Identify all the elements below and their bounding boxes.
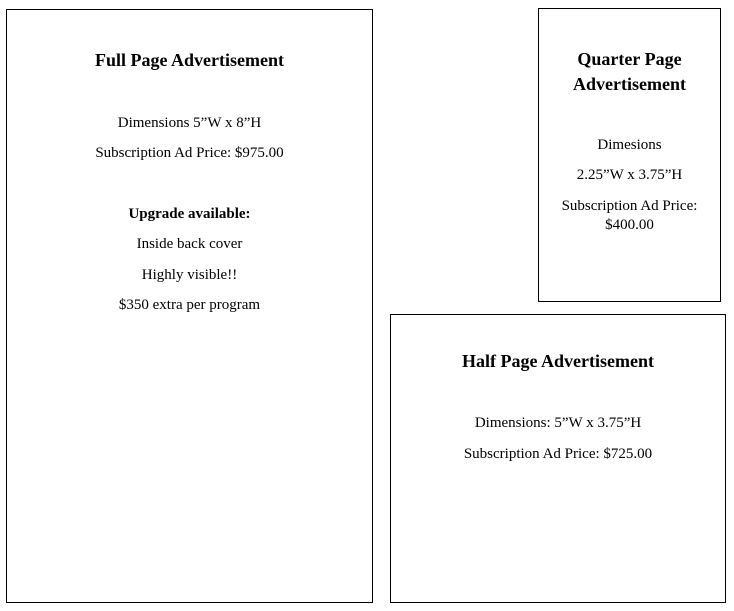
half-page-ad-price: Subscription Ad Price: $725.00	[463, 446, 653, 462]
full-page-ad-upgrade-heading: Upgrade available:	[128, 206, 251, 222]
full-page-ad-dimensions: Dimensions 5”W x 8”H	[117, 115, 262, 131]
half-page-ad-box	[390, 314, 726, 603]
quarter-page-ad-title: Quarter Page Advertisement	[573, 49, 686, 94]
full-page-ad-title: Full Page Advertisement	[95, 50, 284, 70]
half-page-ad-dimensions: Dimensions: 5”W x 3.75”H	[474, 415, 642, 431]
quarter-page-ad-price: Subscription Ad Price: $400.00	[561, 198, 698, 233]
quarter-page-ad-box	[538, 8, 721, 302]
full-page-ad-upgrade-price: $350 extra per program	[118, 297, 261, 313]
full-page-ad-price: Subscription Ad Price: $975.00	[95, 145, 284, 161]
full-page-ad-upgrade-location: Inside back cover	[136, 236, 243, 252]
quarter-page-ad-dimensions-value: 2.25”W x 3.75”H	[576, 167, 683, 183]
full-page-ad-upgrade-note: Highly visible!!	[141, 267, 238, 283]
full-page-ad-box	[6, 9, 373, 603]
half-page-ad-title: Half Page Advertisement	[462, 351, 654, 371]
quarter-page-ad-dimensions-label: Dimesions	[597, 137, 662, 153]
